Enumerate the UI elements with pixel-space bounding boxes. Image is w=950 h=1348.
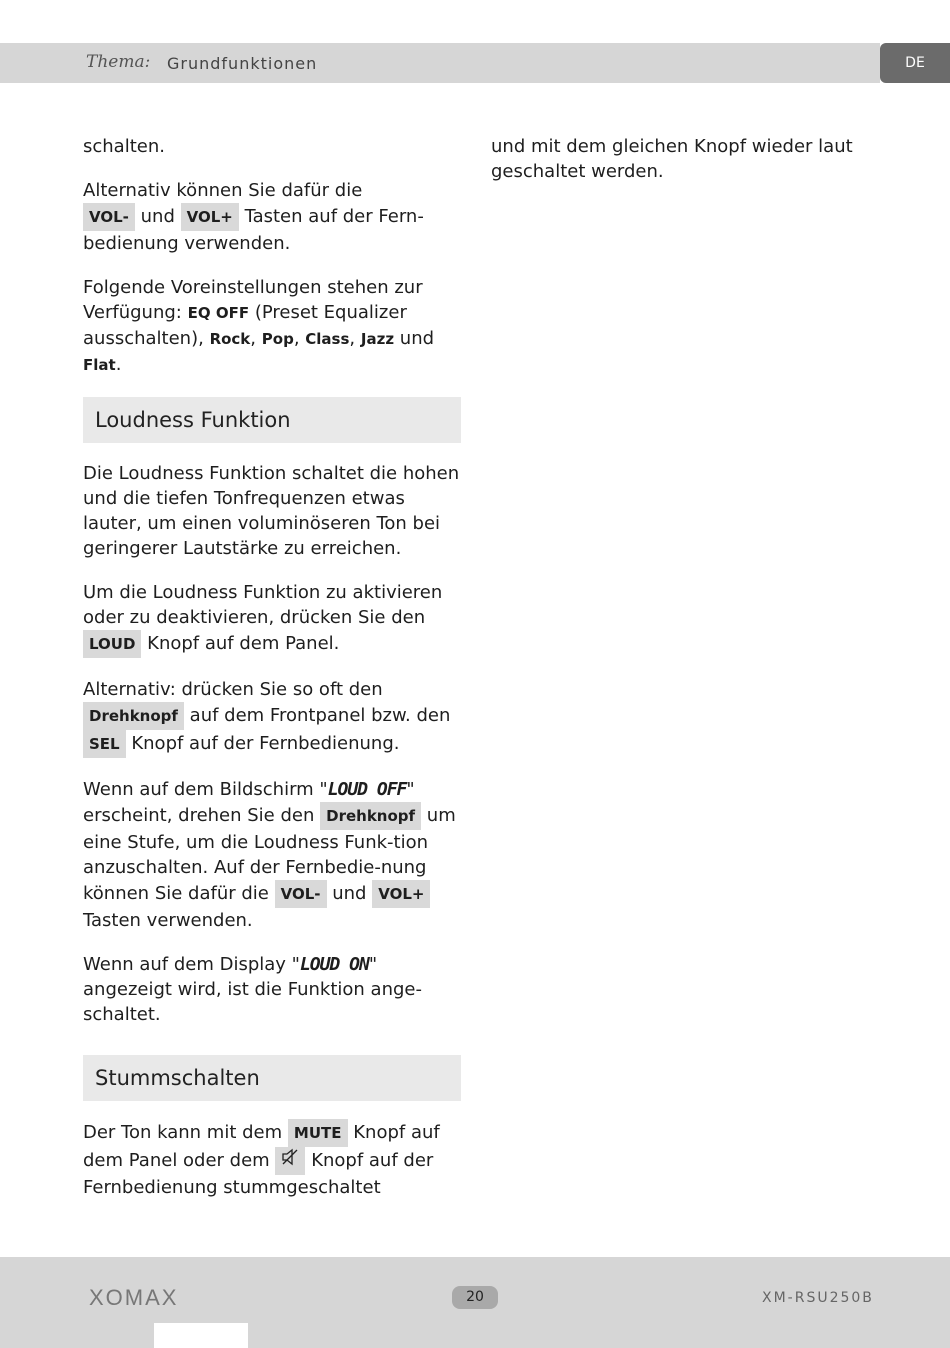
language-tab: DE <box>880 43 950 83</box>
left-column <box>83 134 461 1219</box>
preset-rock: Rock <box>209 330 251 348</box>
page-footer <box>0 1257 950 1348</box>
drehknopf-key: Drehknopf <box>83 702 184 730</box>
eq-off-label: EQ OFF <box>187 304 250 322</box>
preset-pop: Pop <box>261 330 294 348</box>
page-number: 20 <box>452 1286 498 1309</box>
topic-title: Grundfunktionen <box>167 54 318 73</box>
paragraph: Der Ton kann mit dem MUTE Knopf auf dem Panel oder dem Knopf auf der Fernbedienung stummgeschaltet <box>83 1119 461 1200</box>
paragraph: und mit dem gleichen Knopf wieder laut geschaltet werden. <box>491 136 853 182</box>
model-number: XM-RSU250B <box>762 1290 874 1306</box>
paragraph: Wenn auf dem Bildschirm "LOUD OFF" erscheint, drehen Sie den Drehknopf um eine Stufe, um die Loudness Funk-tion anzuschalten. Auf der Fernbedie-nung können Sie dafür die VOL- und VOL+ Tasten verwenden. <box>83 779 456 931</box>
paragraph: schalten. <box>83 136 165 157</box>
vol-minus-key: VOL- <box>275 880 327 908</box>
paragraph: Um die Loudness Funktion zu aktivieren oder zu deaktivieren, drücken Sie den LOUD Knopf auf dem Panel. <box>83 580 461 658</box>
paragraph: Alternativ können Sie dafür die VOL- und VOL+ Tasten auf der Fern-bedienung verwenden. <box>83 180 424 254</box>
mute-key: MUTE <box>288 1119 348 1147</box>
thema-label: Thema: <box>86 52 151 72</box>
speaker-mute-icon <box>275 1147 305 1175</box>
vol-plus-key: VOL+ <box>372 880 430 908</box>
drehknopf-key: Drehknopf <box>320 802 421 830</box>
preset-jazz: Jazz <box>360 330 395 348</box>
lcd-loud-on: LOUD ON <box>299 954 369 975</box>
page-header <box>0 43 880 83</box>
section-heading-loudness: Loudness Funktion <box>83 397 461 443</box>
right-column <box>491 134 869 203</box>
vol-plus-key: VOL+ <box>181 203 239 231</box>
paragraph: Die Loudness Funktion schaltet die hohen und die tiefen Tonfrequenzen etwas lauter, um einen voluminöseren Ton bei geringerer Lautstärke zu erreichen. <box>83 463 460 559</box>
paragraph: Wenn auf dem Display "LOUD ON" angezeigt wird, ist die Funktion ange-schaltet. <box>83 954 422 1025</box>
footer-stripe <box>154 1323 248 1348</box>
vol-minus-key: VOL- <box>83 203 135 231</box>
paragraph: Folgende Voreinstellungen stehen zur Verfügung: EQ OFF (Preset Equalizer ausschalten), Rock, Pop, Class, Jazz und Flat. <box>83 277 435 375</box>
lcd-loud-off: LOUD OFF <box>327 779 407 800</box>
section-heading-mute: Stummschalten <box>83 1055 461 1101</box>
preset-flat: Flat <box>83 356 116 374</box>
paragraph: Alternativ: drücken Sie so oft den Drehknopf auf dem Frontpanel bzw. den SEL Knopf auf der Fernbedienung. <box>83 677 461 758</box>
loud-key: LOUD <box>83 630 141 658</box>
preset-class: Class <box>305 330 350 348</box>
brand-logo: XOMAX <box>89 1285 179 1310</box>
sel-key: SEL <box>83 730 126 758</box>
